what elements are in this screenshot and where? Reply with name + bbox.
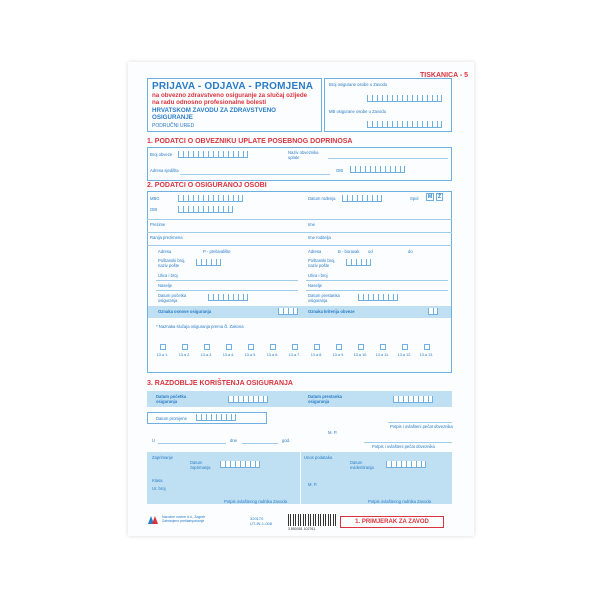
adresa-p-label: Adresa <box>158 249 172 254</box>
check-13a6[interactable]: 13.a 6. <box>264 344 281 357</box>
ime-roditelja-label: Ime roditelja <box>308 235 331 240</box>
form-subtitle-1: na obvezno zdravstveno osiguranje za slučaj ozljede <box>152 92 308 99</box>
ime-label: Ime <box>308 222 315 227</box>
section3-title: 3. RAZDOBLJE KORIŠTENJA OSIGURANJA <box>147 380 293 387</box>
form-institution: HRVATSKOM ZAVODU ZA ZDRAVSTVENO OSIGURANJE <box>152 107 276 121</box>
ur-broj-label: Ur. broj <box>152 486 166 491</box>
s3-datum-prestanka-label: Datum prestanka osiguranja <box>308 394 342 404</box>
napomena-label: * Naznaka slučaja osiguranja prema čl. Zakona <box>156 324 244 329</box>
adresa-sjedista-label: Adresa sjedišta <box>150 168 179 173</box>
datum-prestanka-label: Datum prestanka osiguranja <box>308 293 340 303</box>
datum-promjene-label: Datum promjene <box>156 416 187 421</box>
podrucni-ured-label: PODRUČNI URED <box>152 123 195 129</box>
oznaka-kriterija-label: Oznaka kriterija obveze <box>308 309 355 314</box>
adresa-b-label: Adresa <box>308 249 322 254</box>
naselje-b-label: Naselje <box>308 283 322 288</box>
check-13a4[interactable]: 13.a 4. <box>220 344 237 357</box>
check-13a5[interactable]: 13.a 5. <box>242 344 259 357</box>
barcode <box>288 514 336 526</box>
oznaka-kriterija-input[interactable] <box>428 308 438 315</box>
mb-osigurane-input[interactable] <box>367 121 442 128</box>
mp-stamp-2: M. P. <box>308 482 318 487</box>
datum-rodenja-label: Datum rođenja <box>308 196 336 201</box>
datum-evidentiranja-input[interactable] <box>386 461 426 468</box>
oib-input[interactable] <box>350 166 405 173</box>
prezime-label: Prezime <box>150 222 166 227</box>
check-13a12[interactable]: 13.a 12. <box>396 344 413 357</box>
sign-line-1: Potpis i ovlašteni pečat obveznika <box>390 424 453 429</box>
datum-pocetka-label: Datum početka osiguranja <box>158 293 187 303</box>
boraviste-label: B - boravak <box>338 249 360 254</box>
postanski-p-label: Poštanski broj, naziv pošte <box>158 258 186 268</box>
copy-label: 1. PRIMJERAK ZA ZAVOD <box>340 516 444 528</box>
spol-z-checkbox[interactable]: Ž <box>438 194 442 200</box>
ulica-p-label: Ulica i broj <box>158 273 178 278</box>
check-13a11[interactable]: 13.a 11. <box>374 344 391 357</box>
postanski-b-label: Poštanski broj, naziv pošte <box>308 258 336 268</box>
oznaka-osnove-label: Oznaka osnove osiguranja <box>158 309 212 314</box>
mbg-input[interactable] <box>178 195 243 202</box>
form-subtitle-2: na radu odnosno profesionalne bolesti <box>152 99 267 106</box>
insured-id-box <box>324 78 452 132</box>
broj-obveze-input[interactable] <box>178 151 248 158</box>
check-13a10[interactable]: 13.a 10. <box>352 344 369 357</box>
klasa-label: Klasa <box>152 478 163 483</box>
dne-label: dne <box>230 438 237 443</box>
check-13a1[interactable]: 13.a 1. <box>154 344 171 357</box>
oib2-label: OIB <box>150 207 158 212</box>
broj-obveze-label: Broj obveze <box>150 152 173 157</box>
zaprimanje-label: Zaprimanje <box>152 455 173 460</box>
form-header-box <box>147 78 322 132</box>
naselje-p-label: Naselje <box>158 283 172 288</box>
sign-line-2: Potpis i ovlašteni pečat obveznika <box>372 444 435 449</box>
s3-datum-pocetka-input[interactable] <box>228 396 268 403</box>
god-label: god. <box>282 438 291 443</box>
ranija-prezimena-label: Ranija prezimena <box>150 235 183 240</box>
publisher-logo-icon <box>148 516 158 524</box>
section1-title: 1. PODATCI O OBVEZNIKU UPLATE POSEBNOG DOPRINOSA <box>147 138 353 145</box>
s3-datum-prestanka-input[interactable] <box>393 396 433 403</box>
broj-osigurane-input[interactable] <box>367 95 442 102</box>
form-codes: 320170 UT-IN-1-008 <box>250 516 273 526</box>
check-13a7[interactable]: 13.a 7. <box>286 344 303 357</box>
oznaka-osnove-input[interactable] <box>278 308 298 315</box>
oib-label: OIB <box>336 168 344 173</box>
od-label: od <box>368 249 373 254</box>
postanski-p-input[interactable] <box>196 259 221 266</box>
mp-stamp-1: M. P. <box>328 430 338 435</box>
u-label: U <box>152 438 156 443</box>
sign-zavod-1: Potpis ovlaštenog radnika Zavoda <box>224 499 288 504</box>
check-13a2[interactable]: 13.a 2. <box>176 344 193 357</box>
datum-zaprimanja-label: Datum zaprimanja <box>190 460 211 470</box>
postanski-b-input[interactable] <box>346 259 371 266</box>
adresa-sjedista-line[interactable] <box>180 174 330 175</box>
check-13a13[interactable]: 13.a 13. <box>418 344 435 357</box>
check-13a8[interactable]: 13.a 8. <box>308 344 325 357</box>
barcode-number: 3 850051 102761 <box>288 527 316 531</box>
mbg-label: MBG <box>150 196 160 201</box>
mb-osigurane-label: MB osigurane osobe u Zavodu <box>329 109 387 114</box>
sign-zavod-2: Potpis ovlaštenog radnika Zavoda <box>368 499 432 504</box>
oib2-input[interactable] <box>178 206 233 213</box>
spol-label: Spol <box>410 196 419 201</box>
insurance-form-page <box>128 62 474 536</box>
check-13a3[interactable]: 13.a 3. <box>198 344 215 357</box>
datum-zaprimanja-input[interactable] <box>220 461 260 468</box>
datum-rodenja-input[interactable] <box>342 195 382 202</box>
s3-datum-pocetka-label: Datum početka osiguranja <box>156 394 187 404</box>
naziv-obveznika-line[interactable] <box>328 158 448 159</box>
form-title: PRIJAVA - ODJAVA - PROMJENA <box>152 81 314 92</box>
ulica-b-label: Ulica i broj <box>308 273 328 278</box>
datum-promjene-input[interactable] <box>196 414 236 421</box>
datum-prestanka-input[interactable] <box>358 294 398 301</box>
section2-title: 2. PODATCI O OSIGURANOJ OSOBI <box>147 182 267 189</box>
do-label: do <box>408 249 413 254</box>
publisher-info: Narodne novine d.d., Zagreb Zabranjeno preštampavanje <box>162 515 206 523</box>
insurance-case-checkboxes <box>154 344 435 357</box>
datum-pocetka-input[interactable] <box>208 294 248 301</box>
datum-evidentiranja-label: Datum evidentiranja <box>350 460 374 470</box>
spol-m-checkbox[interactable]: M <box>428 194 433 200</box>
broj-osigurane-label: Broj osigurane osobe u Zavodu <box>329 82 388 87</box>
prebivaliste-label: P - prebivalište <box>203 249 231 254</box>
check-13a9[interactable]: 13.a 9. <box>330 344 347 357</box>
form-number: TISKANICA - 5 <box>420 72 468 79</box>
naziv-obveznika-label: Naziv obveznika uplate <box>288 150 319 160</box>
unos-podataka-label: Unos podataka <box>304 455 333 460</box>
